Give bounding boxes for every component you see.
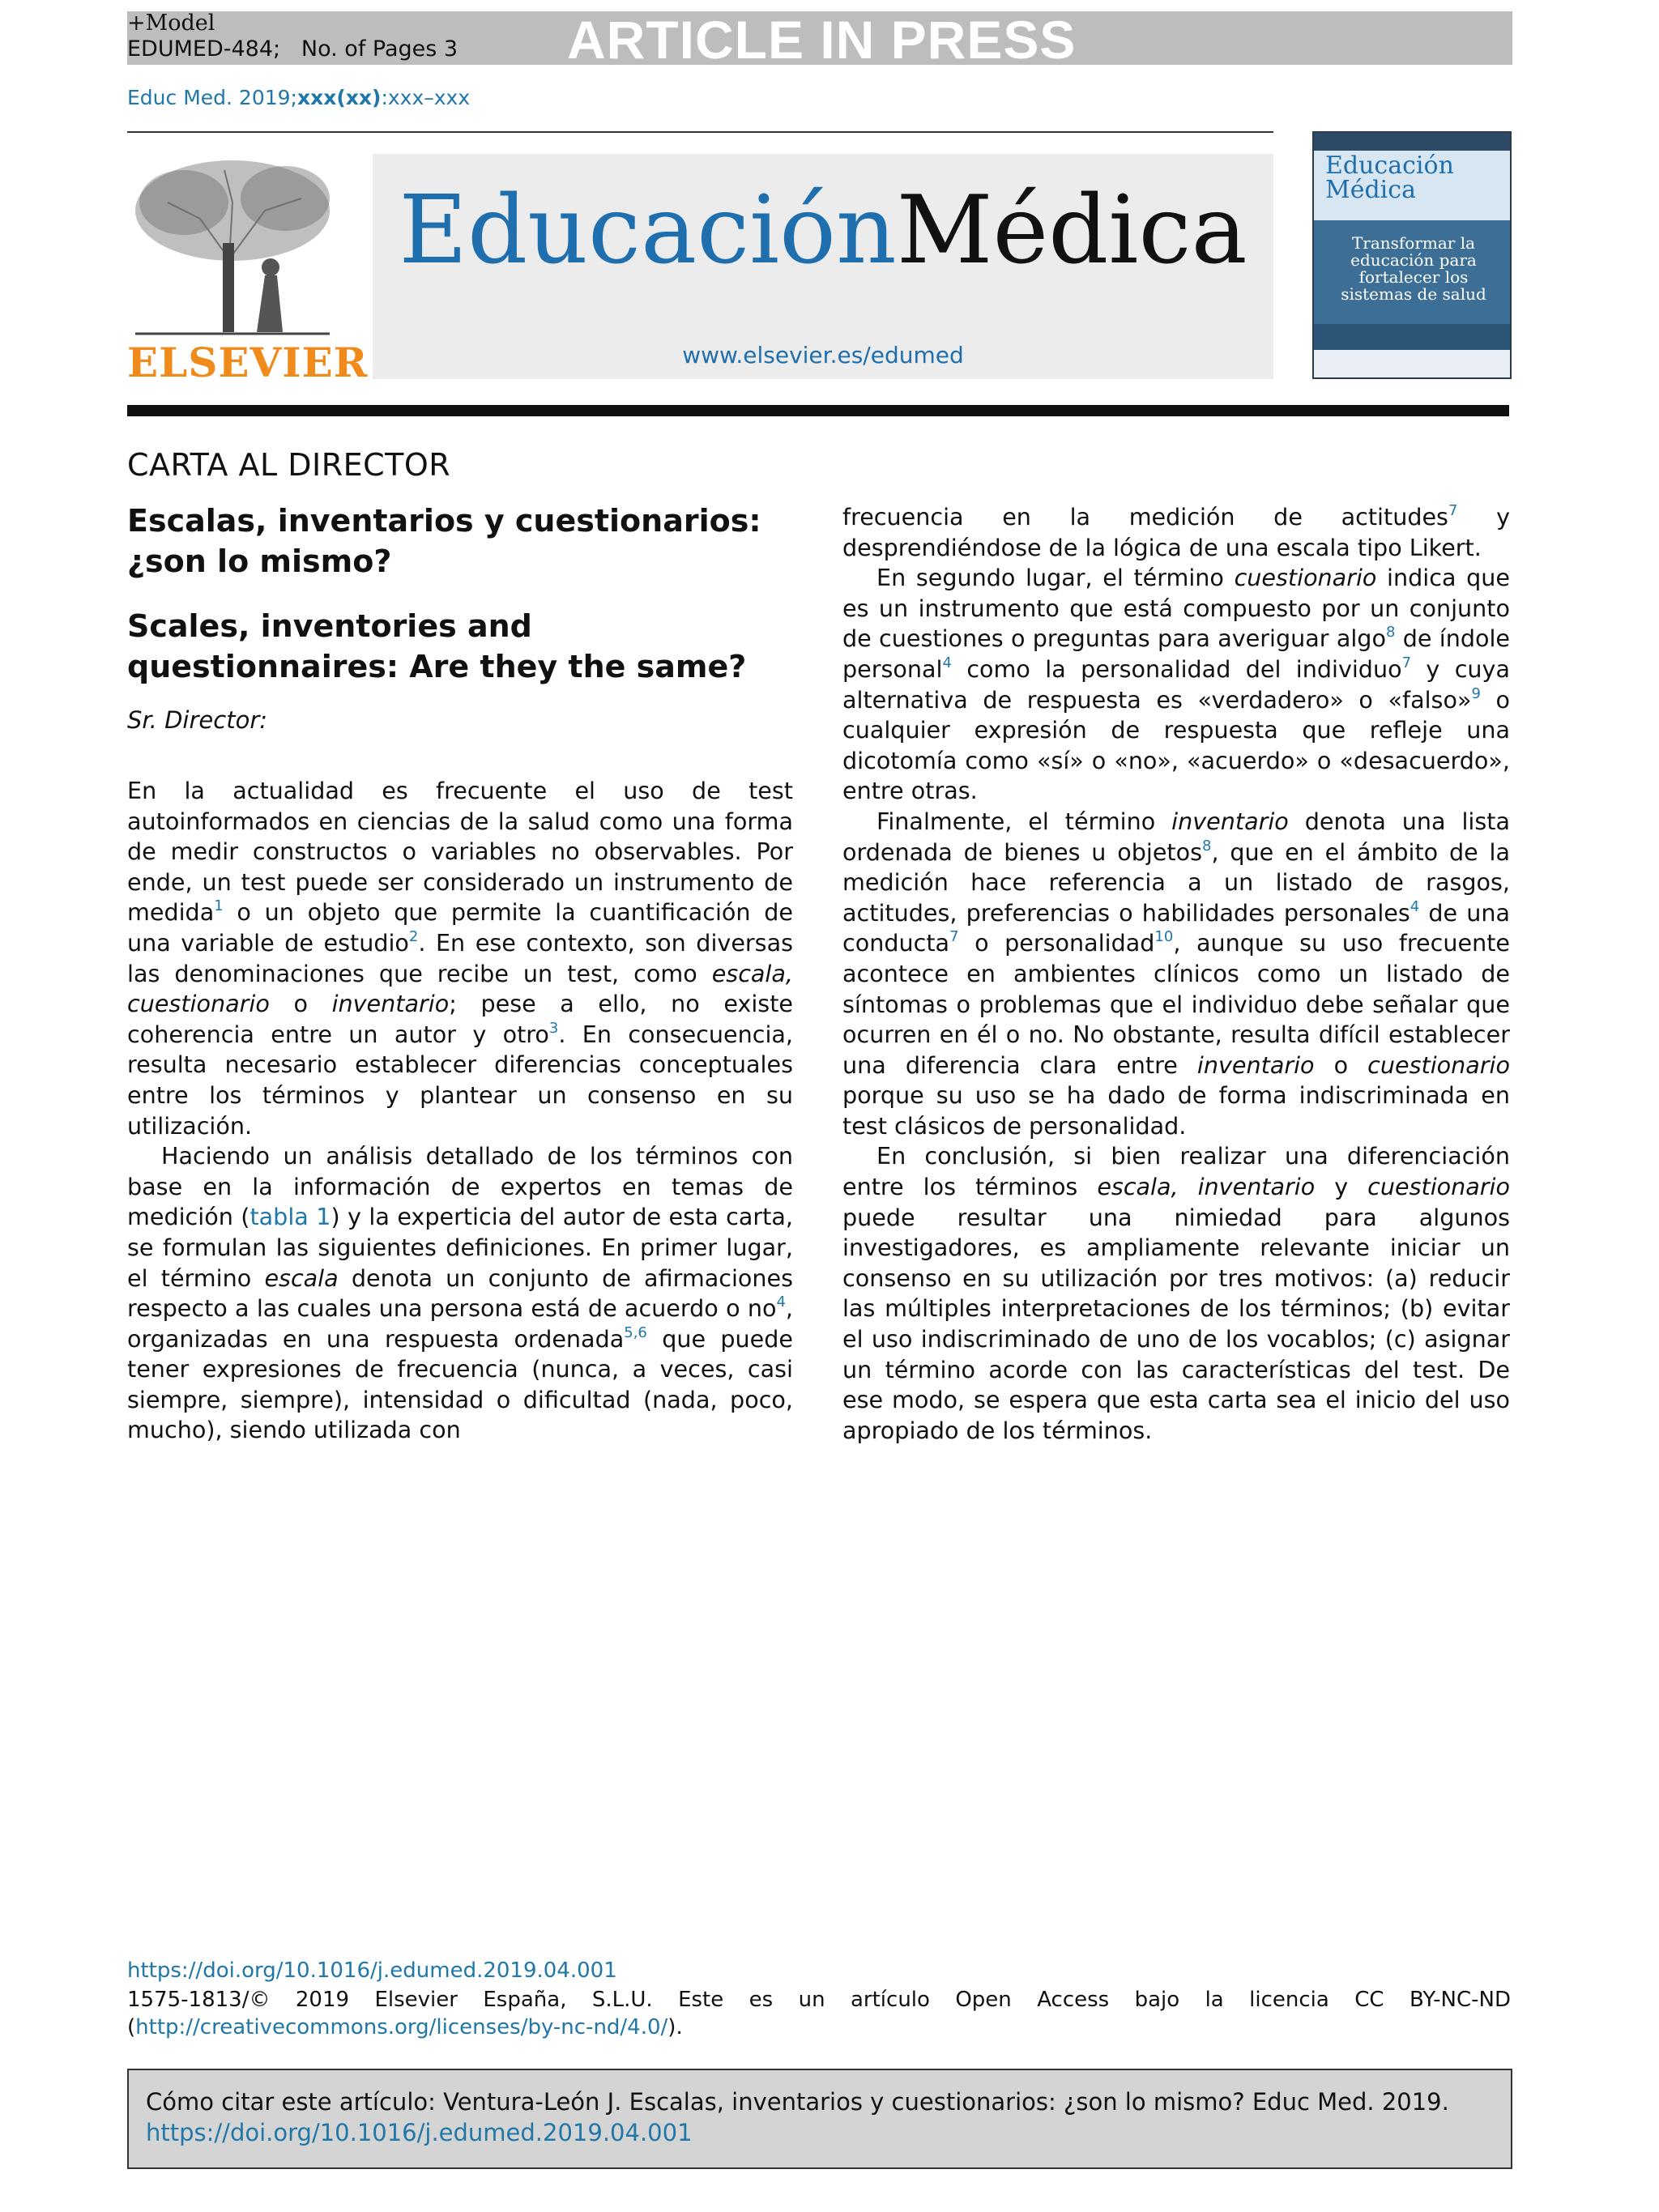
body-column-left bbox=[127, 776, 793, 1446]
elsevier-wordmark: ELSEVIER bbox=[127, 339, 369, 386]
table-link[interactable]: tabla 1 bbox=[249, 1203, 331, 1231]
section-label: CARTA AL DIRECTOR bbox=[127, 447, 451, 483]
paragraph: Haciendo un análisis detallado de los términos con base en la información de expertos en temas de medición (tabla 1) y la experticia del autor de esta carta, se formulan las siguientes definiciones. En primer lugar, el término escala denota un conjunto de afirmaciones respecto a las cuales una persona está de acuerdo o $no^4$, organizadas en una respuesta ordenada$^{5,6}$ que puede tener expresiones de frecuencia (nunca, a veces, casi siempre, siempre), intensidad o dificultad (nada, poco, mucho), siendo utilizada con bbox=[127, 1142, 793, 1444]
salutation: Sr. Director: bbox=[127, 706, 268, 734]
cover-title: Educación Médica bbox=[1325, 151, 1454, 204]
model-label: +Model bbox=[127, 11, 215, 36]
body-column-right bbox=[842, 502, 1510, 1446]
header-rule bbox=[127, 131, 1273, 133]
article-in-press-banner: ARTICLE IN PRESS bbox=[567, 10, 1077, 70]
paragraph: frecuencia en la medición de actitudes$^7$ y desprendiéndose de la lógica de una escala tipo Likert. bbox=[842, 502, 1511, 561]
journal-url-link[interactable]: www.elsevier.es/edumed bbox=[682, 342, 964, 369]
article-title-en: Scales, inventories and questionnaires: Are they the same? bbox=[127, 608, 747, 684]
elsevier-tree-logo bbox=[127, 154, 338, 340]
article-id: EDUMED-484; No. of Pages 3 bbox=[127, 36, 458, 62]
journal-title: EducaciónMédica bbox=[399, 176, 1247, 285]
license-text: 1575-1813/© 2019 Elsevier España, S.L.U. Este es un artículo Open Access bajo la licencia CC BY-NC-ND (http://creativecommons.org/licenses/by-nc-nd/4.0/). bbox=[127, 1988, 1511, 2039]
cite-text: Cómo citar este artículo: Ventura-León J. Escalas, inventarios y cuestionarios: ¿son lo mismo? Educ Med. 2019. https://doi.org/10.1016/j.edumed.2019.04.001 bbox=[146, 2088, 1449, 2146]
paragraph: En conclusión, si bien realizar una diferenciación entre los términos escala, inventario y cuestionario puede resultar una nimiedad para algunos investigadores, es ampliamente relevante iniciar un consenso en su utilización por tres motivos: (a) reducir las múltiples interpretaciones de los términos; (b) evitar el uso indiscriminado de uno de los vocablos; (c) asignar un término acorde con las características del test. De ese modo, se espera que esta carta sea el inicio del uso apropiado de los términos. bbox=[842, 1142, 1510, 1444]
license-link[interactable]: http://creativecommons.org/licenses/by-nc-nd/4.0/ bbox=[135, 2015, 668, 2039]
masthead-rule bbox=[127, 405, 1509, 416]
cover-text: Transformar la educación para fortalecer los sistemas de salud bbox=[1341, 233, 1486, 304]
journal-citation: Educ Med. 2019;xxx(xx):xxx–xxx bbox=[127, 86, 471, 109]
journal-cover-image bbox=[1312, 131, 1512, 379]
article-title-es: Escalas, inventarios y cuestionarios: ¿son lo mismo? bbox=[127, 503, 761, 579]
paragraph: Finalmente, el término inventario denota una lista ordenada de bienes u objetos$^8$, que en el ámbito de la medición hace referencia a un listado de rasgos, actitudes, preferencias o habilidades personales$^4$ de una conducta$^7$ o personalidad$^{10}$, aunque su uso frecuente acontece en ambientes clínicos como un listado de síntomas o problemas que el individuo debe señalar que ocurren en él o no. No obstante, resulta difícil establecer una diferencia clara entre inventario o cuestionario porque su uso se ha dado de forma indiscriminada en test clásicos de personalidad. bbox=[842, 807, 1511, 1140]
doi-link[interactable]: https://doi.org/10.1016/j.edumed.2019.04.001 bbox=[127, 1958, 617, 1983]
paragraph: En la actualidad es frecuente el uso de test autoinformados en ciencias de la salud como una forma de medir constructos o variables no observables. Por ende, un test puede ser considerado un instrumento de medida$^1$ o un objeto que permite la cuantificación de una variable de estudio$^2$. En ese contexto, son diversas las denominaciones que recibe un test, como escala, cuestionario o inventario; pese a ello, no existe coherencia entre un autor y otro$^3$. En consecuencia, resulta necesario establecer diferencias conceptuales entre los términos y plantear un consenso en su utilización. bbox=[127, 777, 793, 1140]
cite-doi-link[interactable]: https://doi.org/10.1016/j.edumed.2019.04.001 bbox=[146, 2119, 693, 2146]
paragraph: En segundo lugar, el término cuestionario indica que es un instrumento que está compuesto por un conjunto de cuestiones o preguntas para averiguar algo$^8$ de índole personal$^4$ como la personalidad del individuo$^7$ y cuya alternativa de respuesta es «verdadero» o «falso»$^9$ o cualquier expresión de respuesta que refleje una dicotomía como «sí» o «no», «acuerdo» o «desacuerdo», entre otras. bbox=[842, 564, 1510, 805]
